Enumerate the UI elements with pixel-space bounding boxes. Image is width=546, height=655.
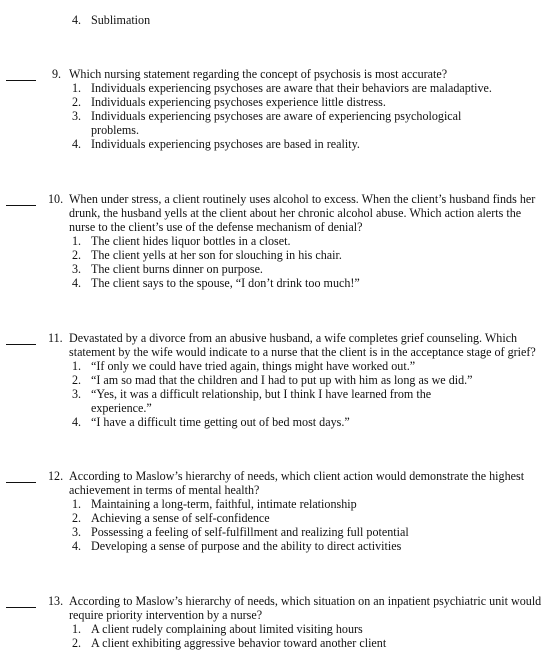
option-text: The client says to the spouse, “I don’t drink too much!” — [91, 276, 360, 290]
option-text: “I am so mad that the children and I had to put up with him as long as we did.” — [91, 373, 473, 387]
question-number: 13. — [48, 594, 64, 608]
question-stem: Which nursing statement regarding the concept of psychosis is most accurate? — [69, 67, 448, 81]
option-number: 1. — [72, 497, 82, 511]
question-number: 9. — [52, 67, 62, 81]
option-text-continued: experience.” — [91, 401, 152, 415]
option-number: 3. — [72, 109, 82, 123]
option-number: 4. — [72, 276, 82, 290]
option-number: 4. — [72, 539, 82, 553]
question-number: 10. — [48, 192, 64, 206]
option-number: 3. — [72, 525, 82, 539]
option-number: 1. — [72, 81, 82, 95]
option-number: 2. — [72, 95, 82, 109]
question-stem: achievement in terms of mental health? — [69, 483, 260, 497]
option-text: Individuals experiencing psychoses are aware that their behaviors are maladaptive. — [91, 81, 492, 95]
option-text: “Yes, it was a difficult relationship, but I think I have learned from the — [91, 387, 432, 401]
question-stem: When under stress, a client routinely uses alcohol to excess. When the client’s husband finds her — [69, 192, 536, 206]
option-text: Individuals experiencing psychoses are aware of experiencing psychological — [91, 109, 462, 123]
option-number: 2. — [72, 248, 82, 262]
option-text: The client yells at her son for slouching in his chair. — [91, 248, 342, 262]
option-number: 1. — [72, 622, 82, 636]
option-number: 4. — [72, 415, 82, 429]
answer-blank[interactable] — [6, 80, 36, 81]
question-stem: nurse to the client’s use of the defense mechanism of denial? — [69, 220, 363, 234]
option-text: A client exhibiting aggressive behavior toward another client — [91, 636, 387, 650]
question-stem: According to Maslow’s hierarchy of needs, which client action would demonstrate the highest — [69, 469, 525, 483]
option-text: Achieving a sense of self-confidence — [91, 511, 270, 525]
option-text: Sublimation — [91, 13, 151, 27]
question-stem: According to Maslow’s hierarchy of needs, which situation on an inpatient psychiatric unit would — [69, 594, 542, 608]
answer-blank[interactable] — [6, 205, 36, 206]
question-stem: Devastated by a divorce from an abusive husband, a wife completes grief counseling. Which — [69, 331, 518, 345]
option-number: 2. — [72, 373, 82, 387]
option-text: Individuals experiencing psychoses experience little distress. — [91, 95, 386, 109]
option-number: 1. — [72, 234, 82, 248]
question-stem: require priority intervention by a nurse? — [69, 608, 263, 622]
option-text: “I have a difficult time getting out of bed most days.” — [91, 415, 350, 429]
option-number: 4. — [72, 137, 82, 151]
option-text: The client burns dinner on purpose. — [91, 262, 263, 276]
question-number: 11. — [48, 331, 63, 345]
option-number: 4. — [72, 13, 82, 27]
answer-blank[interactable] — [6, 607, 36, 608]
option-text: Possessing a feeling of self-fulfillment and realizing full potential — [91, 525, 409, 539]
question-number: 12. — [48, 469, 64, 483]
option-text-continued: problems. — [91, 123, 140, 137]
option-text: Maintaining a long-term, faithful, intimate relationship — [91, 497, 357, 511]
option-text: A client rudely complaining about limited visiting hours — [91, 622, 363, 636]
option-number: 3. — [72, 262, 82, 276]
option-text: Individuals experiencing psychoses are based in reality. — [91, 137, 360, 151]
question-stem: drunk, the husband yells at the client about her chronic alcohol abuse. Which action alerts the — [69, 206, 522, 220]
option-text: “If only we could have tried again, things might have worked out.” — [91, 359, 416, 373]
question-stem: statement by the wife would indicate to a nurse that the client is in the acceptance stage of grief? — [69, 345, 536, 359]
option-text: Developing a sense of purpose and the ability to direct activities — [91, 539, 402, 553]
option-number: 1. — [72, 359, 82, 373]
answer-blank[interactable] — [6, 344, 36, 345]
option-number: 2. — [72, 511, 82, 525]
option-text: The client hides liquor bottles in a closet. — [91, 234, 291, 248]
option-number: 2. — [72, 636, 82, 650]
option-number: 3. — [72, 387, 82, 401]
answer-blank[interactable] — [6, 482, 36, 483]
